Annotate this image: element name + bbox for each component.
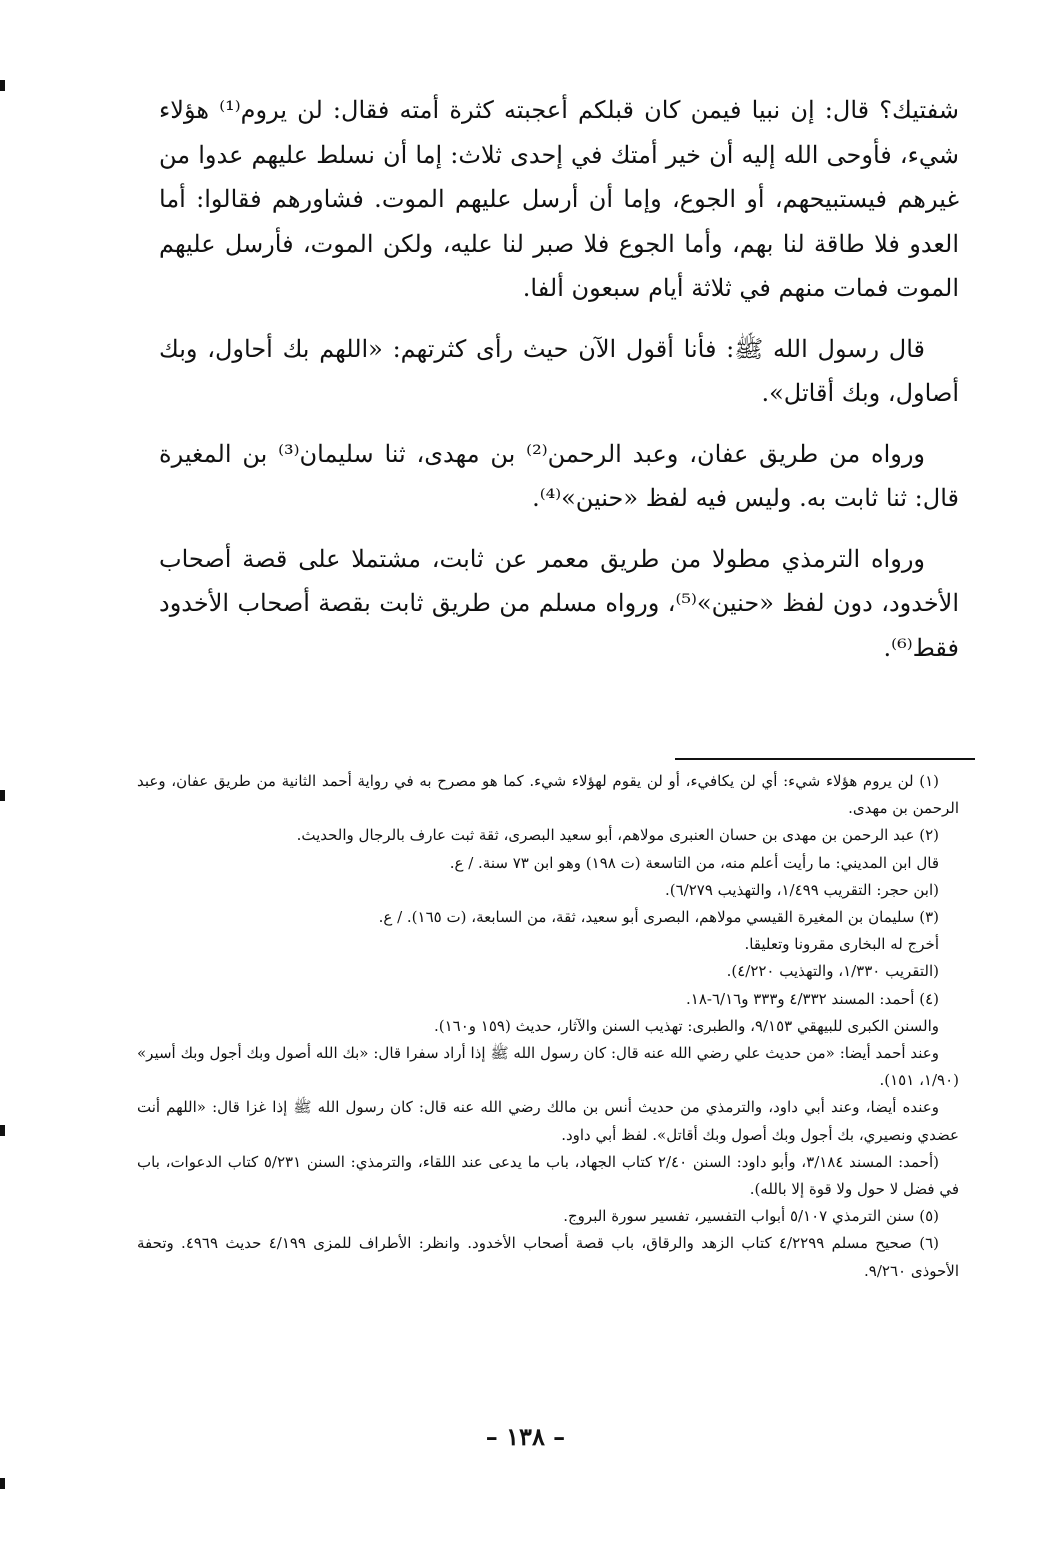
footnotes-block bbox=[137, 768, 959, 1285]
footnote-2-source: (ابن حجر: التقريب ١/٤٩٩، والتهذيب ٦/٢٧٩). bbox=[665, 880, 939, 899]
margin-mark bbox=[0, 1478, 5, 1489]
footnote-2-note: قال ابن المديني: ما رأيت أعلم منه، من التاسعة (ت ١٩٨) وهو ابن ٧٣ سنة. / ع. bbox=[449, 853, 939, 872]
footnote-4-ahmad: وعند أحمد أيضا: «من حديث علي رضي الله عنه قال: كان رسول الله ﷺ إذا أراد سفرا قال: «بك الله أصول وبك أجول وبك أسير» (١/٩٠، ١٥١). bbox=[137, 1044, 959, 1090]
footnote-3-source: (التقريب ١/٣٣٠، والتهذيب ٤/٢٢٠). bbox=[726, 962, 939, 981]
footnote-6: (٦) صحيح مسلم ٤/٢٢٩٩ كتاب الزهد والرقاق، باب قصة أصحاب الأخدود. وانظر: الأطراف للمزى ٤/١٩٩ حديث ٤٩٦٩. وتحفة الأحوذى ٩/٢٦٠. bbox=[137, 1234, 959, 1280]
margin-mark bbox=[0, 790, 5, 801]
main-paragraph-3: ورواه من طريق عفان، وعبد الرحمن⁽²⁾ بن مهدى، ثنا سليمان⁽³⁾ بن المغيرة قال: ثنا ثابت به. وليس فيه لفظ «حنين»⁽⁴⁾. bbox=[159, 439, 959, 512]
footnote-1: (١) لن يروم هؤلاء شيء: أي لن يكافيء، أو لن يقوم لهؤلاء شيء. كما هو مصرح به في رواية أحمد الثانية من طريق عفان، وعبد الرحمن بن مهدى. bbox=[137, 772, 959, 818]
footnote-3: (٣) سليمان بن المغيرة القيسي مولاهم، البصرى أبو سعيد، ثقة، من السابعة، (ت ١٦٥). / ع. bbox=[378, 908, 939, 927]
footnote-2: (٢) عبد الرحمن بن مهدى بن حسان العنبرى مولاهم، أبو سعيد البصرى، ثقة ثبت عارف بالرجال والحديث. bbox=[296, 826, 939, 845]
main-paragraph-1: شفتيك؟ قال: إن نبيا فيمن كان قبلكم أعجبته كثرة أمته فقال: لن يروم⁽¹⁾ هؤلاء شيء، فأوحى الله إليه أن خير أمتك في إحدى ثلاث: إما أن نسلط عليهم عدوا من غيرهم فيستبيحهم، أو الجوع، وإما أن أرسل عليهم الموت. فشاورهم فقالوا: أما العدو فلا طاقة لنا بهم، وأما الجوع فلا صبر لنا عليه، ولكن الموت، فأرسل عليهم الموت فمات منهم في ثلاثة أيام سبعون ألفا. bbox=[159, 96, 959, 302]
footnote-3-note: أخرج له البخارى مقرونا وتعليقا. bbox=[744, 935, 939, 954]
main-paragraph-4: ورواه الترمذي مطولا من طريق معمر عن ثابت، مشتملا على قصة أصحاب الأخدود، دون لفظ «حنين»⁽⁵⁾، ورواه مسلم من طريق ثابت بقصة أصحاب الأخدود فقط⁽⁶⁾. bbox=[159, 544, 960, 662]
footnote-5: (٥) سنن الترمذي ٥/١٠٧ أبواب التفسير، تفسير سورة البروج. bbox=[563, 1207, 939, 1226]
margin-mark bbox=[0, 1125, 5, 1136]
footnote-4: (٤) أحمد: المسند ٤/٣٣٢ و٣٣٣ و٦/١٦-١٨. bbox=[685, 989, 939, 1008]
main-text-block bbox=[159, 88, 959, 686]
margin-mark bbox=[0, 80, 5, 91]
footnote-4-sunan: والسنن الكبرى للبيهقي ٩/١٥٣، والطبرى: تهذيب السنن والآثار، حديث (١٥٩ و١٦٠). bbox=[433, 1016, 939, 1035]
footnote-4-abudawud: وعنده أيضا، وعند أبي داود، والترمذي من حديث أنس بن مالك رضي الله عنه قال: كان رسول الله ﷺ إذا غزا قال: «اللهم أنت عضدي ونصيري، بك أجول وبك أصول وبك أقاتل». لفظ أبي داود. bbox=[137, 1098, 959, 1144]
footnote-divider bbox=[675, 758, 975, 760]
footnote-4-sources: (أحمد: المسند ٣/١٨٤، وأبو داود: السنن ٢/٤٠ كتاب الجهاد، باب ما يدعى عند اللقاء، والترمذي: السنن ٥/٢٣١ كتاب الدعوات، باب في فضل لا حول ولا قوة إلا بالله). bbox=[137, 1152, 959, 1199]
main-paragraph-2: قال رسول الله ﷺ: فأنا أقول الآن حيث رأى كثرتهم: «اللهم بك أحاول، وبك أصاول، وبك أقاتل». bbox=[159, 334, 959, 407]
page-number: – ١٣٨ – bbox=[485, 1422, 566, 1451]
